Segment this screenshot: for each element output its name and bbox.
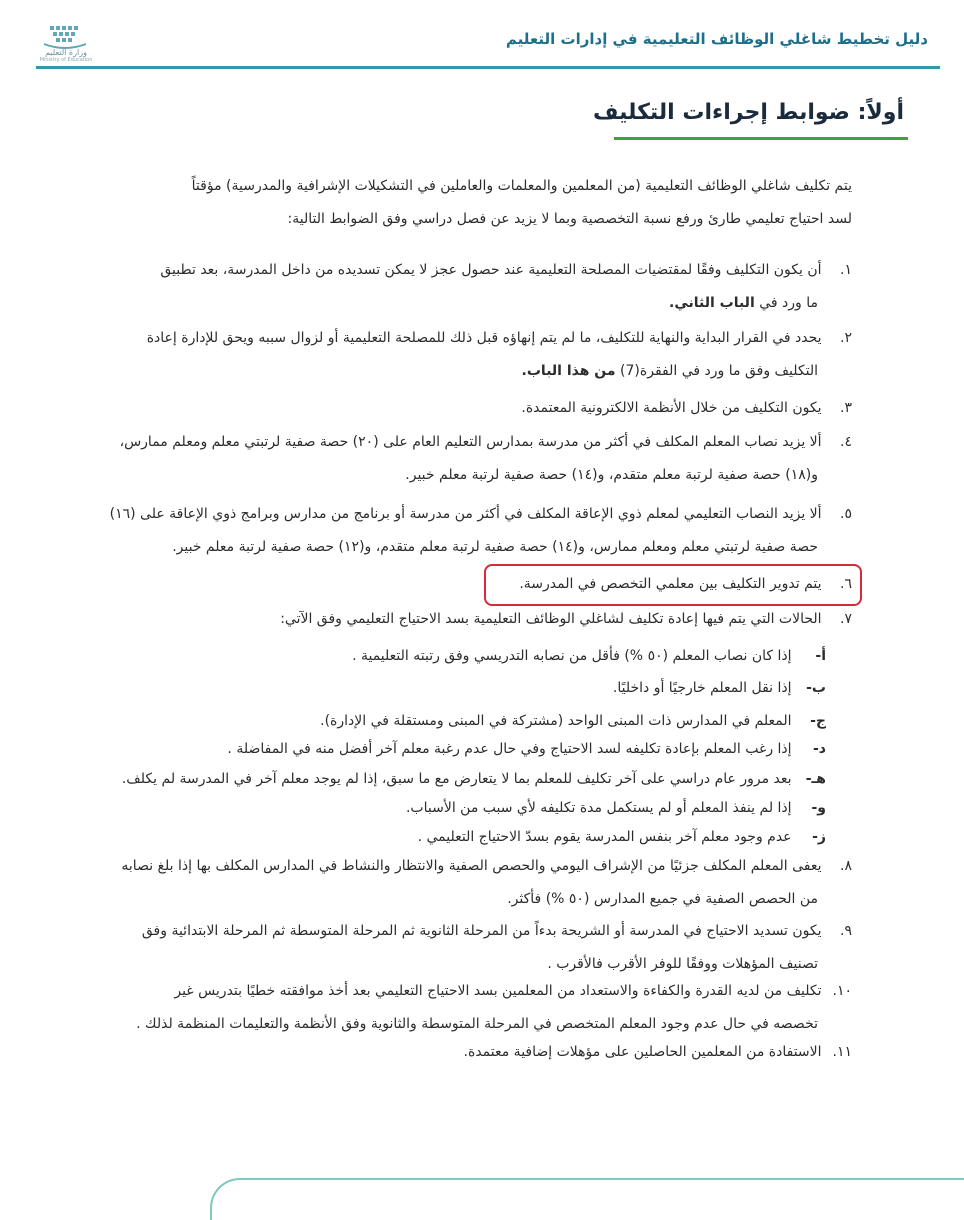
item-continuation: التكليف وفق ما ورد في الفقرة(7) — [620, 363, 818, 379]
intro-line: يتم تكليف شاغلي الوظائف التعليمية (من المعلمين والمعلمات والعاملين في التشكيلات الإشرافية والمدرسية) مؤقتاً — [191, 178, 852, 194]
item-number: ٩. — [840, 923, 852, 939]
item-continuation-bold: الباب الثاني. — [669, 295, 755, 311]
item-number: ٦. — [840, 576, 852, 592]
document-header-title: دليل تخطيط شاغلي الوظائف التعليمية في إدارات التعليم — [505, 30, 928, 48]
item-number: ١١. — [832, 1044, 852, 1060]
sub-item — [613, 672, 826, 705]
item-number: ١٠. — [832, 983, 852, 999]
list-item-11 — [464, 1036, 852, 1069]
item-text: تكليف من لديه القدرة والكفاءة والاستعداد من المعلمين بسد الاحتياج التعليمي بعد أخذ موافقته خطيًا بتدريس غير — [174, 983, 822, 999]
header-divider — [36, 66, 940, 69]
sub-item-text: إذا رغب المعلم بإعادة تكليفه لسد الاحتياج وفي حال عدم رغبة معلم آخر أفضل منه في المفاضلة . — [227, 741, 792, 757]
sub-item-letter: ز- — [812, 829, 826, 845]
item-continuation: ما ورد في — [759, 295, 818, 311]
sub-item-letter: هـ- — [805, 771, 826, 787]
sub-item-text: بعد مرور عام دراسي على آخر تكليف للمعلم بما لا يتعارض مع ما سبق، إذا لم يوجد معلم آخر في المدرسة لم يكلف. — [121, 771, 792, 787]
list-item-1 — [160, 254, 852, 320]
list-item-2 — [147, 322, 852, 388]
sub-item-text: عدم وجود معلم آخر بنفس المدرسة يقوم بسدّ الاحتياج التعليمي . — [417, 829, 792, 845]
item-text: يتم تدوير التكليف بين معلمي التخصص في المدرسة. — [519, 576, 822, 592]
list-item-8 — [121, 850, 852, 916]
item-text: يكون التكليف من خلال الأنظمة الالكترونية المعتمدة. — [521, 400, 822, 416]
item-number: ٣. — [840, 400, 852, 416]
item-text: أن يكون التكليف وفقًا لمقتضيات المصلحة التعليمية عند حصول عجز لا يمكن تسديده من داخل المدرسة، بعد تطبيق — [160, 262, 822, 278]
logo-subtext: Ministry of Education — [39, 57, 93, 63]
item-text: يكون تسديد الاحتياج في المدرسة أو الشريحة بدءاً من المرحلة الثانوية ثم المرحلة المتوسطة ثم المرحلة الابتدائية وفق — [141, 923, 822, 939]
list-item-9 — [142, 915, 852, 981]
item-continuation: من الحصص الصفية في جميع المدارس (٥٠ %) فأكثر. — [507, 891, 818, 907]
list-item-5 — [110, 498, 852, 564]
item-number: ٤. — [840, 434, 852, 450]
sub-item-letter: أ- — [815, 648, 826, 664]
footer-decoration — [210, 1178, 964, 1220]
item-text: الحالات التي يتم فيها إعادة تكليف لشاغلي الوظائف التعليمية بسد الاحتياج التعليمي وفق الآتي: — [280, 611, 822, 627]
list-item-3 — [521, 392, 852, 425]
sub-item-text: المعلم في المدارس ذات المبنى الواحد (مشتركة في المبنى ومستقلة في الإدارة). — [320, 713, 792, 729]
item-number: ١. — [840, 262, 852, 278]
item-continuation: تصنيف المؤهلات ووفقًا للوفر الأقرب فالأقرب . — [547, 956, 818, 972]
sub-item — [352, 640, 826, 673]
list-item-7 — [280, 603, 852, 636]
item-text: ألا يزيد النصاب التعليمي لمعلم ذوي الإعاقة المكلف في أكثر من مدرسة أو برنامج من مدارس وبرامج ذوي الإعاقة على (١٦) — [109, 506, 822, 522]
item-continuation-bold: من هذا الباب. — [521, 363, 616, 379]
intro-line: لسد احتياج تعليمي طارئ ورفع نسبة التخصصية وبما لا يزيد عن فصل دراسي وفق الضوابط التالية: — [287, 211, 852, 227]
item-number: ٢. — [840, 330, 852, 346]
sub-item-text: إذا نقل المعلم خارجيًا أو داخليًا. — [612, 680, 792, 696]
sub-item-text: إذا كان نصاب المعلم (٥٠ %) فأقل من نصابه التدريسي وفق رتبته التعليمية . — [352, 648, 792, 664]
list-item-4 — [120, 426, 852, 492]
item-text: ألا يزيد نصاب المعلم المكلف في أكثر من مدرسة بمدارس التعليم العام على (٢٠) حصة صفية لرتبتي معلم ومعلم ممارس، — [119, 434, 822, 450]
item-text: يحدد في القرار البداية والنهاية للتكليف، ما لم يتم إنهاؤه قبل ذلك للمصلحة التعليمية أو لزوال سببه ويحق للإدارة إعادة — [146, 330, 822, 346]
item-number: ٨. — [840, 858, 852, 874]
item-continuation: و(١٨) حصة صفية لرتبة معلم متقدم، و(١٤) حصة صفية لرتبة معلم خبير. — [405, 467, 818, 483]
sub-item-letter: و- — [811, 800, 826, 816]
sub-item-text: إذا لم ينفذ المعلم أو لم يستكمل مدة تكليفه لأي سبب من الأسباب. — [405, 800, 792, 816]
intro-paragraph — [192, 170, 852, 236]
list-item-10 — [136, 975, 852, 1041]
section-title-underline — [614, 137, 908, 140]
sub-item — [227, 733, 826, 766]
section-title: أولاً: ضوابط إجراءات التكليف — [592, 100, 904, 125]
item-number: ٥. — [840, 506, 852, 522]
item-text: يعفى المعلم المكلف جزئيًا من الإشراف اليومي والحصص الصفية والانتظار والنشاط في المدارس المكلف بها إذا بلغ نصابه — [121, 858, 822, 874]
highlight-annotation — [484, 564, 862, 606]
item-number: ٧. — [840, 611, 852, 627]
logo-text: وزارة التعليم — [45, 48, 87, 57]
sub-item-letter: ب- — [806, 680, 826, 696]
item-continuation: تخصصه في حال عدم وجود المعلم المتخصص في المرحلة المتوسطة والثانوية وفق الأنظمة والتعليمات المنظمة لذلك . — [136, 1016, 818, 1032]
item-text: الاستفادة من المعلمين الحاصلين على مؤهلات إضافية معتمدة. — [463, 1044, 822, 1060]
sub-item-letter: د- — [813, 741, 826, 757]
item-continuation: حصة صفية لرتبتي معلم ومعلم ممارس، و(١٤) حصة صفية لرتبة معلم متقدم، و(١٢) حصة صفية لرتبة معلم خبير. — [172, 539, 818, 555]
sub-item-letter: ج- — [810, 713, 826, 729]
